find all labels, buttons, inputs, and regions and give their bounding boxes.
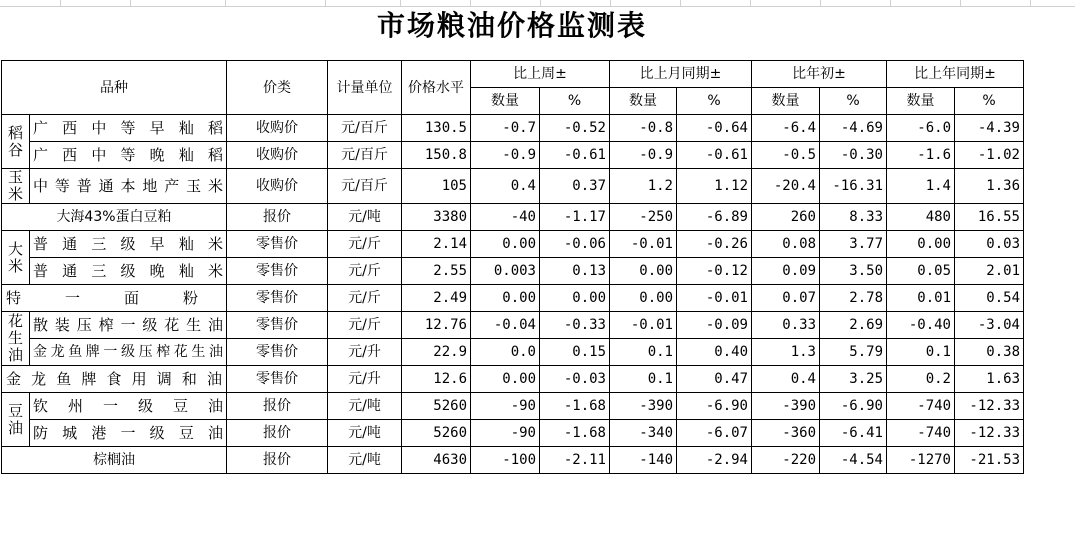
year-start-pct: 2.78 bbox=[820, 285, 887, 312]
variety-name: 棕榈油 bbox=[2, 447, 227, 474]
variety-name: 普通三级晚籼米 bbox=[30, 258, 227, 285]
year-start-qty: 0.4 bbox=[752, 366, 820, 393]
variety-name: 广西中等晚籼稻 bbox=[30, 142, 227, 169]
last-year-pct: 0.38 bbox=[955, 339, 1024, 366]
year-start-qty: -20.4 bbox=[752, 169, 820, 204]
last-year-pct: 1.36 bbox=[955, 169, 1024, 204]
table-row bbox=[2, 393, 1024, 420]
month-pct: 1.12 bbox=[677, 169, 752, 204]
year-start-pct: 3.50 bbox=[820, 258, 887, 285]
year-start-qty: -220 bbox=[752, 447, 820, 474]
year-start-qty: 0.33 bbox=[752, 312, 820, 339]
price-type: 零售价 bbox=[227, 231, 328, 258]
header-vs-last-week: 比上周± bbox=[471, 61, 610, 88]
year-start-pct: 3.77 bbox=[820, 231, 887, 258]
month-qty: 0.00 bbox=[610, 285, 677, 312]
last-year-qty: 0.00 bbox=[887, 231, 955, 258]
year-start-pct: -6.41 bbox=[820, 420, 887, 447]
table-row bbox=[2, 115, 1024, 142]
last-year-pct: 2.01 bbox=[955, 258, 1024, 285]
variety-name: 防城港一级豆油 bbox=[30, 420, 227, 447]
price-type: 零售价 bbox=[227, 366, 328, 393]
month-pct: 0.40 bbox=[677, 339, 752, 366]
group-label: 豆油 bbox=[2, 393, 30, 447]
month-qty: 1.2 bbox=[610, 169, 677, 204]
week-qty: -0.9 bbox=[471, 142, 540, 169]
week-pct: -1.68 bbox=[540, 420, 610, 447]
table-row bbox=[2, 366, 1024, 393]
price-type: 零售价 bbox=[227, 285, 328, 312]
week-qty: 0.00 bbox=[471, 366, 540, 393]
month-pct: -6.89 bbox=[677, 204, 752, 231]
last-year-qty: -0.40 bbox=[887, 312, 955, 339]
week-qty: -90 bbox=[471, 393, 540, 420]
price-level: 105 bbox=[402, 169, 471, 204]
table-row bbox=[2, 204, 1024, 231]
table-row bbox=[2, 142, 1024, 169]
month-pct: -6.90 bbox=[677, 393, 752, 420]
subheader-pct: % bbox=[955, 88, 1024, 115]
unit: 元/百斤 bbox=[328, 142, 402, 169]
variety-name: 普通三级早籼米 bbox=[30, 231, 227, 258]
variety-name: 钦州一级豆油 bbox=[30, 393, 227, 420]
week-qty: -0.04 bbox=[471, 312, 540, 339]
subheader-pct: % bbox=[677, 88, 752, 115]
last-year-qty: -740 bbox=[887, 393, 955, 420]
price-level: 3380 bbox=[402, 204, 471, 231]
week-pct: -0.52 bbox=[540, 115, 610, 142]
table-row bbox=[2, 231, 1024, 258]
year-start-qty: 0.08 bbox=[752, 231, 820, 258]
year-start-pct: 2.69 bbox=[820, 312, 887, 339]
header-variety: 品种 bbox=[2, 61, 227, 115]
price-type: 收购价 bbox=[227, 142, 328, 169]
table-row bbox=[2, 339, 1024, 366]
year-start-pct: -16.31 bbox=[820, 169, 887, 204]
price-type: 收购价 bbox=[227, 169, 328, 204]
header-vs-last-year: 比上年同期± bbox=[887, 61, 1024, 88]
year-start-qty: -390 bbox=[752, 393, 820, 420]
week-pct: -0.33 bbox=[540, 312, 610, 339]
last-year-pct: 0.03 bbox=[955, 231, 1024, 258]
month-qty: -140 bbox=[610, 447, 677, 474]
table-row bbox=[2, 169, 1024, 204]
group-label: 花生油 bbox=[2, 312, 30, 366]
year-start-pct: -0.30 bbox=[820, 142, 887, 169]
subheader-pct: % bbox=[540, 88, 610, 115]
year-start-pct: -4.54 bbox=[820, 447, 887, 474]
last-year-qty: -6.0 bbox=[887, 115, 955, 142]
price-type: 报价 bbox=[227, 204, 328, 231]
unit: 元/百斤 bbox=[328, 169, 402, 204]
last-year-qty: 0.05 bbox=[887, 258, 955, 285]
last-year-pct: -12.33 bbox=[955, 420, 1024, 447]
week-qty: 0.00 bbox=[471, 285, 540, 312]
price-type: 零售价 bbox=[227, 339, 328, 366]
table-row bbox=[2, 447, 1024, 474]
unit: 元/斤 bbox=[328, 231, 402, 258]
week-pct: 0.00 bbox=[540, 285, 610, 312]
page-title: 市场粮油价格监测表 bbox=[376, 9, 647, 42]
year-start-qty: 0.07 bbox=[752, 285, 820, 312]
price-type: 报价 bbox=[227, 447, 328, 474]
subheader-qty: 数量 bbox=[471, 88, 540, 115]
year-start-pct: -6.90 bbox=[820, 393, 887, 420]
month-qty: -0.8 bbox=[610, 115, 677, 142]
year-start-pct: 8.33 bbox=[820, 204, 887, 231]
last-year-pct: -3.04 bbox=[955, 312, 1024, 339]
week-qty: 0.003 bbox=[471, 258, 540, 285]
month-qty: 0.1 bbox=[610, 366, 677, 393]
price-level: 22.9 bbox=[402, 339, 471, 366]
subheader-qty: 数量 bbox=[610, 88, 677, 115]
subheader-qty: 数量 bbox=[887, 88, 955, 115]
month-qty: -250 bbox=[610, 204, 677, 231]
unit: 元/吨 bbox=[328, 393, 402, 420]
week-pct: -0.06 bbox=[540, 231, 610, 258]
price-level: 5260 bbox=[402, 420, 471, 447]
week-qty: -100 bbox=[471, 447, 540, 474]
last-year-pct: 16.55 bbox=[955, 204, 1024, 231]
price-level: 150.8 bbox=[402, 142, 471, 169]
subheader-qty: 数量 bbox=[752, 88, 820, 115]
last-year-pct: -21.53 bbox=[955, 447, 1024, 474]
last-year-qty: 480 bbox=[887, 204, 955, 231]
price-type: 零售价 bbox=[227, 258, 328, 285]
week-pct: -1.68 bbox=[540, 393, 610, 420]
variety-name: 大海43%蛋白豆粕 bbox=[2, 204, 227, 231]
month-pct: -2.94 bbox=[677, 447, 752, 474]
month-pct: 0.47 bbox=[677, 366, 752, 393]
week-qty: 0.4 bbox=[471, 169, 540, 204]
week-qty: -40 bbox=[471, 204, 540, 231]
price-level: 2.49 bbox=[402, 285, 471, 312]
price-level: 130.5 bbox=[402, 115, 471, 142]
month-qty: -0.9 bbox=[610, 142, 677, 169]
week-pct: 0.37 bbox=[540, 169, 610, 204]
year-start-qty: 0.09 bbox=[752, 258, 820, 285]
month-qty: 0.00 bbox=[610, 258, 677, 285]
variety-name: 金龙鱼牌一级压榨花生油 bbox=[30, 339, 227, 366]
unit: 元/斤 bbox=[328, 312, 402, 339]
month-pct: -0.64 bbox=[677, 115, 752, 142]
price-type: 零售价 bbox=[227, 312, 328, 339]
table-row bbox=[2, 312, 1024, 339]
variety-name: 广西中等早籼稻 bbox=[30, 115, 227, 142]
table-row bbox=[2, 420, 1024, 447]
month-pct: -0.01 bbox=[677, 285, 752, 312]
price-level: 5260 bbox=[402, 393, 471, 420]
subheader-pct: % bbox=[820, 88, 887, 115]
week-pct: 0.13 bbox=[540, 258, 610, 285]
year-start-pct: -4.69 bbox=[820, 115, 887, 142]
unit: 元/升 bbox=[328, 339, 402, 366]
unit: 元/斤 bbox=[328, 285, 402, 312]
unit: 元/百斤 bbox=[328, 115, 402, 142]
price-type: 收购价 bbox=[227, 115, 328, 142]
variety-name: 散装压榨一级花生油 bbox=[30, 312, 227, 339]
last-year-pct: -1.02 bbox=[955, 142, 1024, 169]
header-vs-last-month: 比上月同期± bbox=[610, 61, 752, 88]
unit: 元/升 bbox=[328, 366, 402, 393]
price-type: 报价 bbox=[227, 420, 328, 447]
last-year-qty: -740 bbox=[887, 420, 955, 447]
group-label: 大米 bbox=[2, 231, 30, 285]
last-year-qty: -1.6 bbox=[887, 142, 955, 169]
month-qty: -0.01 bbox=[610, 231, 677, 258]
last-year-pct: -12.33 bbox=[955, 393, 1024, 420]
week-pct: -0.03 bbox=[540, 366, 610, 393]
variety-name: 金龙鱼牌食用调和油 bbox=[2, 366, 227, 393]
group-label: 稻谷 bbox=[2, 115, 30, 169]
last-year-pct: 0.54 bbox=[955, 285, 1024, 312]
header-price-level: 价格水平 bbox=[402, 61, 471, 115]
last-year-qty: 0.2 bbox=[887, 366, 955, 393]
last-year-qty: 0.1 bbox=[887, 339, 955, 366]
year-start-qty: 1.3 bbox=[752, 339, 820, 366]
unit: 元/吨 bbox=[328, 447, 402, 474]
year-start-pct: 5.79 bbox=[820, 339, 887, 366]
last-year-qty: 0.01 bbox=[887, 285, 955, 312]
unit: 元/吨 bbox=[328, 420, 402, 447]
price-level: 4630 bbox=[402, 447, 471, 474]
week-pct: -1.17 bbox=[540, 204, 610, 231]
week-qty: 0.0 bbox=[471, 339, 540, 366]
header-price-type: 价类 bbox=[227, 61, 328, 115]
header-vs-year-start: 比年初± bbox=[752, 61, 887, 88]
year-start-qty: -6.4 bbox=[752, 115, 820, 142]
year-start-qty: -360 bbox=[752, 420, 820, 447]
last-year-pct: -4.39 bbox=[955, 115, 1024, 142]
month-qty: 0.1 bbox=[610, 339, 677, 366]
month-pct: -0.26 bbox=[677, 231, 752, 258]
month-pct: -6.07 bbox=[677, 420, 752, 447]
year-start-qty: 260 bbox=[752, 204, 820, 231]
header-unit: 计量单位 bbox=[328, 61, 402, 115]
variety-name: 中等普通本地产玉米 bbox=[30, 169, 227, 204]
price-type: 报价 bbox=[227, 393, 328, 420]
month-qty: -390 bbox=[610, 393, 677, 420]
table-row bbox=[2, 258, 1024, 285]
last-year-qty: -1270 bbox=[887, 447, 955, 474]
unit: 元/斤 bbox=[328, 258, 402, 285]
group-label: 玉米 bbox=[2, 169, 30, 204]
last-year-pct: 1.63 bbox=[955, 366, 1024, 393]
year-start-pct: 3.25 bbox=[820, 366, 887, 393]
week-qty: -0.7 bbox=[471, 115, 540, 142]
price-level: 2.55 bbox=[402, 258, 471, 285]
month-pct: -0.61 bbox=[677, 142, 752, 169]
variety-name: 特一面粉 bbox=[2, 285, 227, 312]
price-level: 2.14 bbox=[402, 231, 471, 258]
week-qty: 0.00 bbox=[471, 231, 540, 258]
unit: 元/吨 bbox=[328, 204, 402, 231]
month-qty: -340 bbox=[610, 420, 677, 447]
month-pct: -0.09 bbox=[677, 312, 752, 339]
last-year-qty: 1.4 bbox=[887, 169, 955, 204]
month-qty: -0.01 bbox=[610, 312, 677, 339]
week-pct: -0.61 bbox=[540, 142, 610, 169]
week-pct: 0.15 bbox=[540, 339, 610, 366]
week-qty: -90 bbox=[471, 420, 540, 447]
month-pct: -0.12 bbox=[677, 258, 752, 285]
price-level: 12.6 bbox=[402, 366, 471, 393]
price-table bbox=[1, 60, 1024, 474]
price-level: 12.76 bbox=[402, 312, 471, 339]
year-start-qty: -0.5 bbox=[752, 142, 820, 169]
table-row bbox=[2, 285, 1024, 312]
week-pct: -2.11 bbox=[540, 447, 610, 474]
